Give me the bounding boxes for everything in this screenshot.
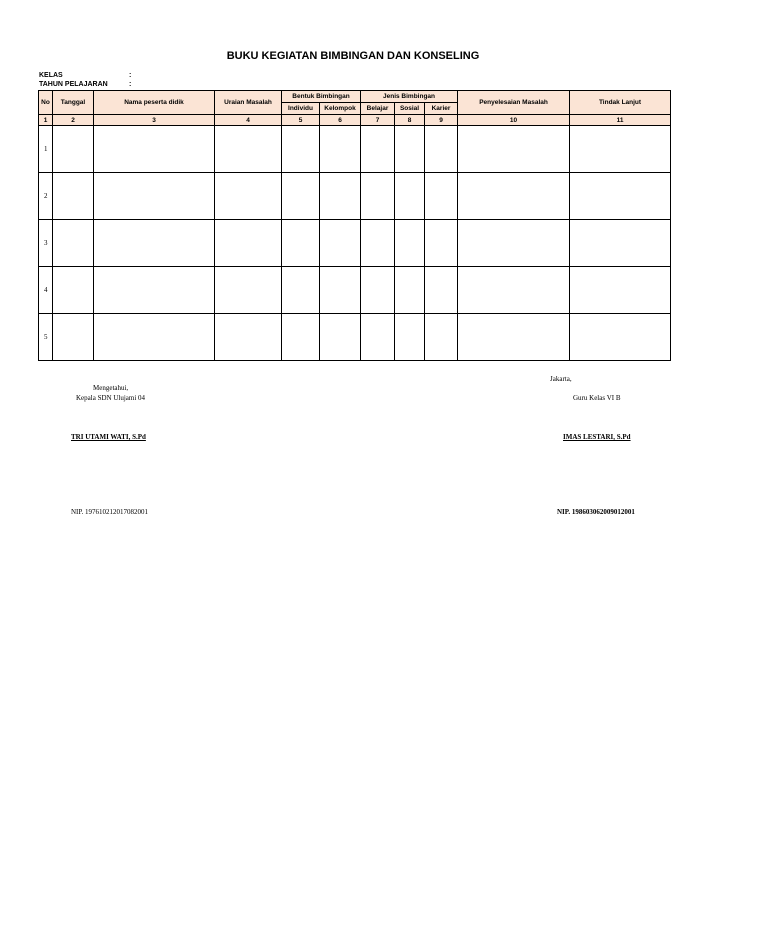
- header-uraian-masalah: Uraian Masalah: [215, 91, 282, 115]
- column-number: 4: [215, 115, 282, 126]
- table-cell[interactable]: [320, 267, 361, 314]
- table-cell[interactable]: [458, 220, 570, 267]
- row-number: 3: [39, 220, 53, 267]
- table-cell[interactable]: [425, 126, 458, 173]
- kelas-label: KELAS: [39, 72, 63, 79]
- table-cell[interactable]: [320, 173, 361, 220]
- header-belajar: Belajar: [361, 103, 395, 115]
- table-cell[interactable]: [282, 220, 320, 267]
- table-cell[interactable]: [94, 173, 215, 220]
- header-tindak-lanjut: Tindak Lanjut: [570, 91, 671, 115]
- table-cell[interactable]: [94, 267, 215, 314]
- column-number: 2: [53, 115, 94, 126]
- table-cell[interactable]: [215, 220, 282, 267]
- column-number: 10: [458, 115, 570, 126]
- table-cell[interactable]: [395, 220, 425, 267]
- table-cell[interactable]: [425, 220, 458, 267]
- tahun-pelajaran-label: TAHUN PELAJARAN: [39, 81, 108, 88]
- table-cell[interactable]: [458, 314, 570, 361]
- mengetahui-text: Mengetahui,: [93, 384, 129, 392]
- table-cell[interactable]: [215, 126, 282, 173]
- header-nama-peserta-didik: Nama peserta didik: [94, 91, 215, 115]
- header-bentuk-bimbingan: Bentuk Bimbingan: [282, 91, 361, 103]
- kepala-sekolah-role: Kepala SDN Ulujami 04: [76, 394, 146, 402]
- header-sosial: Sosial: [395, 103, 425, 115]
- table-cell[interactable]: [361, 173, 395, 220]
- kepala-sekolah-nip: NIP. 197610212017082001: [71, 508, 149, 516]
- table-cell[interactable]: [94, 126, 215, 173]
- column-number: 8: [395, 115, 425, 126]
- table-cell[interactable]: [361, 314, 395, 361]
- table-cell[interactable]: [53, 220, 94, 267]
- table-cell[interactable]: [282, 173, 320, 220]
- table-cell[interactable]: [425, 173, 458, 220]
- header-tanggal: Tanggal: [53, 91, 94, 115]
- table-cell[interactable]: [395, 314, 425, 361]
- column-number: 1: [39, 115, 53, 126]
- table-cell[interactable]: [94, 314, 215, 361]
- table-cell[interactable]: [361, 126, 395, 173]
- table-cell[interactable]: [458, 173, 570, 220]
- table-cell[interactable]: [282, 267, 320, 314]
- header-kelompok: Kelompok: [320, 103, 361, 115]
- table-cell[interactable]: [320, 126, 361, 173]
- table-cell[interactable]: [282, 314, 320, 361]
- column-number: 9: [425, 115, 458, 126]
- document-title: BUKU KEGIATAN BIMBINGAN DAN KONSELING: [226, 50, 480, 62]
- table-cell[interactable]: [570, 173, 671, 220]
- table-row: [39, 173, 671, 220]
- table-cell[interactable]: [458, 126, 570, 173]
- table-cell[interactable]: [215, 173, 282, 220]
- row-number: 2: [39, 173, 53, 220]
- table-row: [39, 314, 671, 361]
- table-cell[interactable]: [53, 314, 94, 361]
- column-number: 3: [94, 115, 215, 126]
- table-cell[interactable]: [570, 267, 671, 314]
- table-cell[interactable]: [215, 267, 282, 314]
- table-cell[interactable]: [570, 126, 671, 173]
- table-cell[interactable]: [570, 314, 671, 361]
- table-cell[interactable]: [53, 173, 94, 220]
- table-cell[interactable]: [425, 314, 458, 361]
- row-number: 4: [39, 267, 53, 314]
- table-cell[interactable]: [361, 220, 395, 267]
- header-individu: Individu: [282, 103, 320, 115]
- column-number: 7: [361, 115, 395, 126]
- table-cell[interactable]: [425, 267, 458, 314]
- table-cell[interactable]: [53, 126, 94, 173]
- header-no: No: [39, 91, 53, 115]
- tahun-pelajaran-colon: :: [129, 81, 132, 88]
- header-penyelesaian-masalah: Penyelesaian Masalah: [458, 91, 570, 115]
- table-cell[interactable]: [570, 220, 671, 267]
- place-date-text: Jakarta,: [550, 375, 572, 383]
- guru-kelas-role: Guru Kelas VI B: [573, 394, 621, 402]
- table-cell[interactable]: [320, 314, 361, 361]
- table-cell[interactable]: [215, 314, 282, 361]
- kepala-sekolah-name: TRI UTAMI WATI, S.Pd: [71, 433, 146, 441]
- guru-kelas-name: IMAS LESTARI, S.Pd: [563, 433, 631, 441]
- row-number: 1: [39, 126, 53, 173]
- table-row: [39, 267, 671, 314]
- table-cell[interactable]: [395, 173, 425, 220]
- column-number: 11: [570, 115, 671, 126]
- bimbingan-table: [38, 90, 671, 361]
- kelas-colon: :: [129, 72, 132, 79]
- table-cell[interactable]: [361, 267, 395, 314]
- table-row: [39, 126, 671, 173]
- table-cell[interactable]: [53, 267, 94, 314]
- table-cell[interactable]: [94, 220, 215, 267]
- guru-kelas-nip: NIP. 198603062009012001: [557, 508, 635, 516]
- table-row: [39, 220, 671, 267]
- row-number: 5: [39, 314, 53, 361]
- header-karier: Karier: [425, 103, 458, 115]
- table-cell[interactable]: [320, 220, 361, 267]
- column-number: 6: [320, 115, 361, 126]
- table-cell[interactable]: [458, 267, 570, 314]
- table-cell[interactable]: [395, 267, 425, 314]
- table-cell[interactable]: [395, 126, 425, 173]
- column-number: 5: [282, 115, 320, 126]
- table-cell[interactable]: [282, 126, 320, 173]
- header-jenis-bimbingan: Jenis Bimbingan: [361, 91, 458, 103]
